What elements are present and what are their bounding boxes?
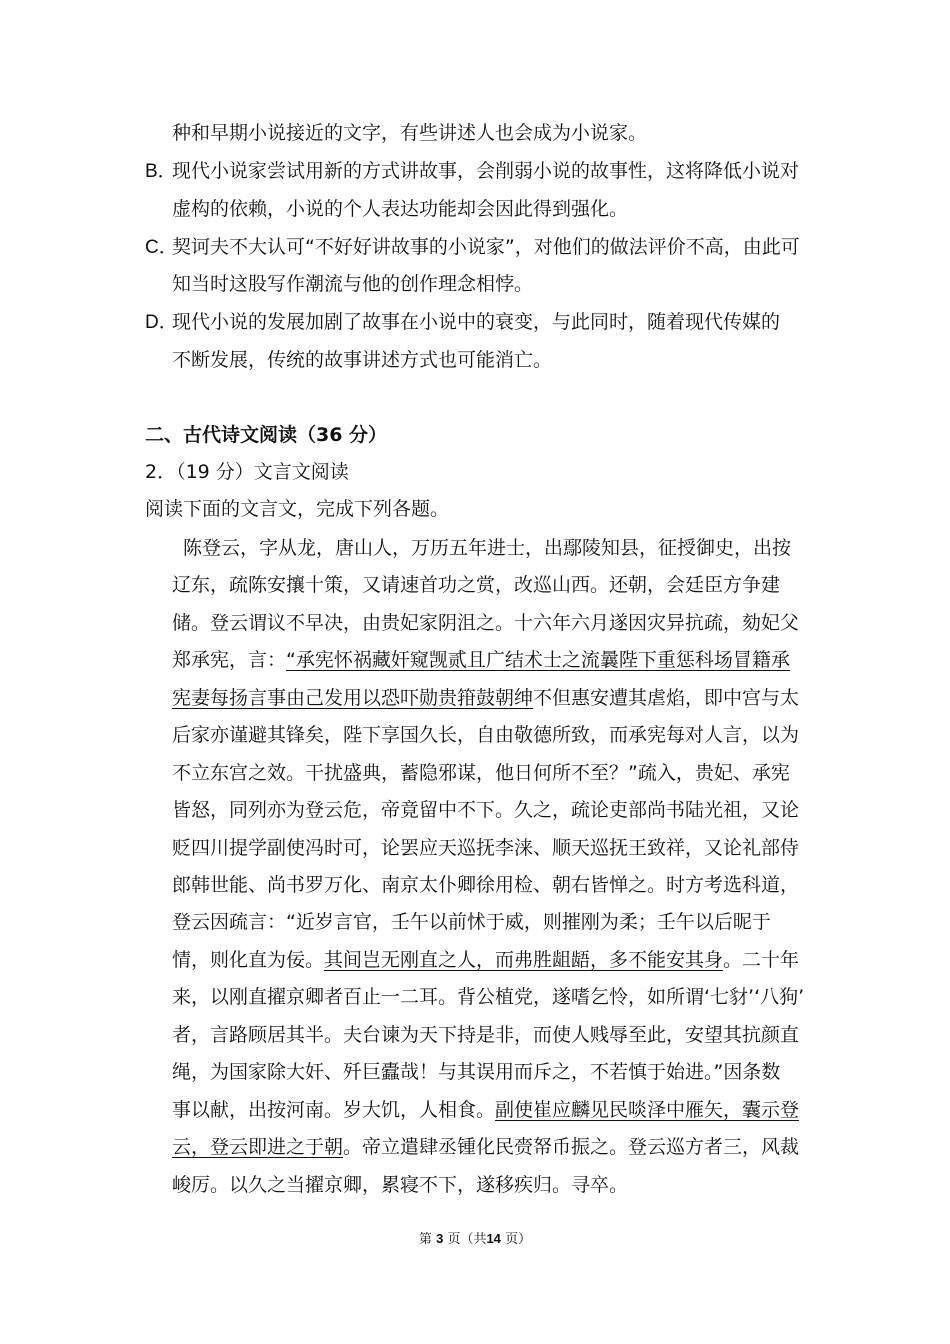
passage-line: 辽东，疏陈安攘十策，又请速首功之赏，改巡山西。还朝，会廷臣方争建 xyxy=(172,574,781,596)
passage-line: 不立东宫之效。干扰盛典，蓄隐邪谋，他日何所不至？”疏入，贵妃、承宪 xyxy=(172,762,790,784)
option-a-continuation: 种和早期小说接近的文字，有些讲述人也会成为小说家。 xyxy=(172,122,648,144)
passage-line: 陈登云，字从龙，唐山人，万历五年进士，出鄢陵知县，征授御史，出按 xyxy=(183,537,792,559)
passage-line xyxy=(172,1098,799,1122)
passage-line: 绳，为国家除大奸、歼巨蠹哉！与其误用而斥之，不若慎于始进。”因条数 xyxy=(172,1061,781,1083)
underlined-sentence: 云，登云即进之于朝 xyxy=(172,1136,344,1158)
option-b xyxy=(145,159,799,184)
total-pages: 14 xyxy=(486,1231,501,1246)
section-title: 二、古代诗文阅读（36 分） xyxy=(145,424,388,446)
page-footer xyxy=(0,1228,950,1247)
passage-line xyxy=(172,686,799,710)
passage-text: 不但惠安遭其虐焰，即中宫与太 xyxy=(533,687,800,709)
underlined-sentence: “承宪怀祸藏奸窥觊贰且广结术士之流曩陛下重惩科场冒籍承 xyxy=(286,649,790,671)
option-b-line2: 虚构的依赖，小说的个人表达功能却会因此得到强化。 xyxy=(172,198,629,220)
passage-line: 郎韩世能、尚书罗万化、南京太仆卿徐用检、朝右皆惮之。时方考选科道， xyxy=(172,874,800,896)
passage-text: 。二十年 xyxy=(723,949,800,971)
underlined-sentence: 其间岂无刚直之人，而弗胜龃龉，多不能安其身 xyxy=(324,949,724,971)
option-letter: D． xyxy=(145,312,178,333)
page-number: 3 xyxy=(436,1231,444,1246)
passage-line: 皆怒，同列亦为登云危，帝竟留中不下。久之，疏论吏部尚书陆光祖，又论 xyxy=(172,799,800,821)
passage-line: 者，言路顾居其半。夫台谏为天下持是非，而使人贱辱至此，安望其抗颜直 xyxy=(172,1024,800,1046)
option-c-line2: 知当时这股写作潮流与他的创作理念相悖。 xyxy=(172,273,534,295)
passage-line: 后家亦谨避其锋矣，陛下享国久长，自由敬德所致，而承宪每对人言，以为 xyxy=(172,724,800,746)
passage-line xyxy=(172,1135,799,1159)
option-d xyxy=(145,310,780,335)
passage-line xyxy=(172,648,790,672)
passage-line: 峻厉。以久之当擢京卿，累寝不下，遂移疾归。寻卒。 xyxy=(172,1174,629,1196)
footer-suffix: 页） xyxy=(505,1232,532,1247)
passage-text: 情，则化直为佞。 xyxy=(172,949,325,971)
question-instruction: 阅读下面的文言文，完成下列各题。 xyxy=(145,498,450,520)
passage-text: 。帝立遣肆丞锺化民赍帑币振之。登云巡方者三，风裁 xyxy=(343,1136,800,1158)
option-d-line2: 不断发展，传统的故事讲述方式也可能消亡。 xyxy=(172,349,553,371)
option-text: 现代小说家尝试用新的方式讲故事，会削弱小说的故事性，这将降低小说对 xyxy=(172,160,800,182)
footer-mid: 页（共 xyxy=(447,1232,487,1247)
option-letter: B． xyxy=(145,161,177,182)
option-text: 契诃夫不大认可“不好好讲故事的小说家”，对他们的做法评价不高，由此可 xyxy=(172,236,800,258)
underlined-sentence: 副使崔应麟见民啖泽中雁矢，囊示登 xyxy=(495,1099,800,1121)
passage-line: 登云因疏言：“近岁言官，壬午以前怵于威，则摧刚为柔；壬午以后昵于 xyxy=(172,911,771,933)
footer-prefix: 第 xyxy=(418,1232,432,1247)
passage-line: 储。登云谓议不早决，由贵妃家阴沮之。十六年六月遂因灾异抗疏，劾妃父 xyxy=(172,612,800,634)
option-text: 现代小说的发展加剧了故事在小说中的衰变，与此同时，随着现代传媒的 xyxy=(172,311,781,333)
option-c xyxy=(145,235,800,260)
passage-line: 来，以刚直擢京卿者百止一二耳。背公植党，遂嗜乞怜，如所谓‘七豺’‘八狗’ xyxy=(172,986,805,1008)
passage-text: 郑承宪，言： xyxy=(172,649,287,671)
passage-line xyxy=(172,948,799,972)
option-letter: C． xyxy=(145,237,178,258)
question-header: 2．（19 分）文言文阅读 xyxy=(145,461,349,483)
passage-text: 事以献，出按河南。岁大饥，人相食。 xyxy=(172,1099,496,1121)
passage-line: 贬四川提学副使冯时可，论罢应天巡抚李涞、顺天巡抚王致祥，又论礼部侍 xyxy=(172,837,800,859)
underlined-sentence: 宪妻每扬言事由己发用以恐吓勋贵箝鼓朝绅 xyxy=(172,687,534,709)
